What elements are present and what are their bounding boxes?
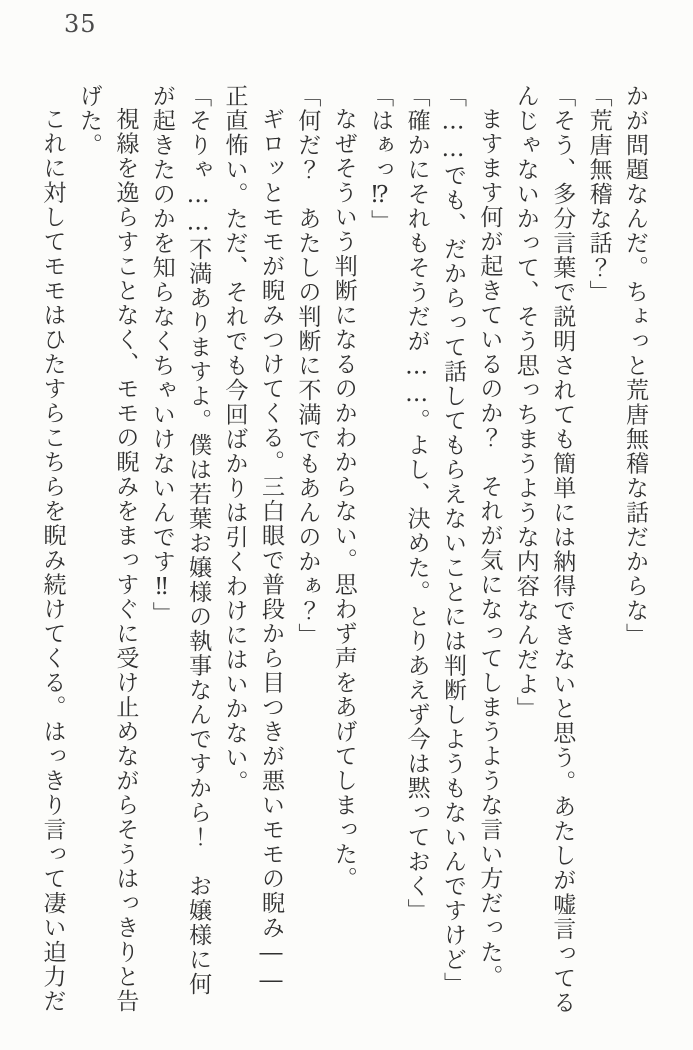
paragraph: 「はぁっ⁉」 [367, 84, 394, 234]
paragraph: かが問題なんだ。ちょっと荒唐無稽な話だからな」 [622, 84, 648, 648]
paragraph: 「荒唐無稽な話？」 [585, 84, 612, 305]
paragraph: 視線を逸らすことなく、モモの睨みをまっすぐに受け止めながらそうはっきりと告げた。 [75, 84, 139, 1014]
paragraph: 「そう、多分言葉で説明されても簡単には納得できないと思う。あたしが嘘言ってるんじゃないかって、そう思っちまうような内容なんだよ」 [512, 84, 576, 1015]
paragraph: なぜそういう判断になるのかわからない。思わず声をあげてしまった。 [330, 107, 357, 891]
paragraph: 「そりゃ……不満ありますよ。僕は若葉お嬢様の執事なんですから！ お嬢様に何が起きたのかを知らなくちゃいけないんです‼」 [148, 84, 212, 997]
paragraph: これに対してモモはひたすらこちらを睨み続けてくる。はっきり言って凄い迫力だ [39, 107, 66, 1014]
page-number: 35 [64, 10, 97, 38]
paragraph: ますます何が起きているのか？ それが気になってしまうような言い方だった。 [476, 107, 503, 989]
paragraph: 「確かにそれもそうだが……。よし、決めた。とりあえず今は黙っておく」 [403, 84, 430, 923]
paragraph: 「何だ？ あたしの判断に不満でもあんのかぁ？」 [294, 84, 321, 648]
paragraph: ギロッとモモが睨みつけてくる。三白眼で普段から目つきが悪いモモの睨み――正直怖い。ただ、それでも今回ばかりは引くわけにはいかない。 [221, 84, 284, 995]
vertical-text-block [34, 84, 653, 1018]
paragraph: 「……でも、だからって話してもらえないことには判断しようもないんですけど」 [439, 84, 466, 997]
